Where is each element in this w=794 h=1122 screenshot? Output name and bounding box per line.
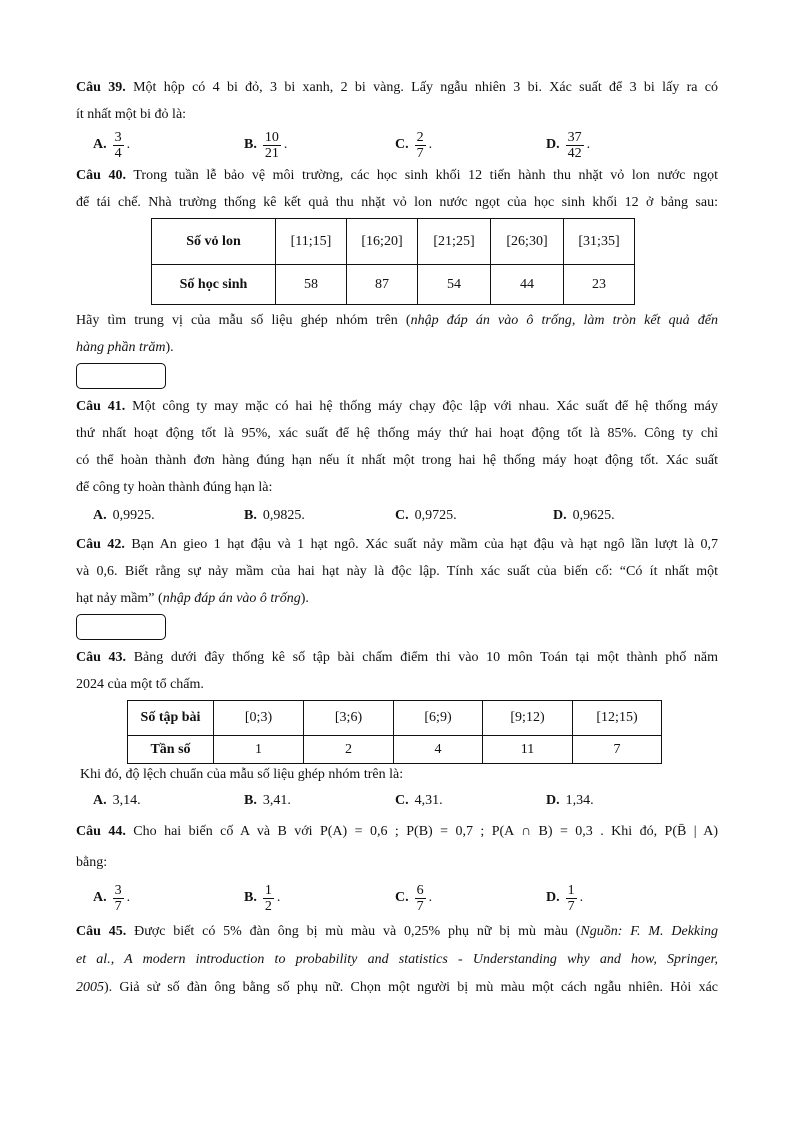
- q43-interval-5: [12;15): [573, 701, 662, 736]
- q41-line-3: có thể hoàn thành đơn hàng đúng hạn nếu ít nhất một trong hai hệ thống máy hoạt động tốt. Xác suất: [76, 453, 718, 468]
- q42-line-1: Câu 42. Bạn An gieo 1 hạt đậu và 1 hạt ngô. Xác suất nảy mầm của hạt đậu và hạt ngô lần lượt là 0,7: [76, 537, 719, 552]
- q41-option-b: B. 0,9825.: [244, 508, 305, 523]
- q40-prompt-line-1: Hãy tìm trung vị của mẫu số liệu ghép nhóm trên (nhập đáp án vào ô trống, làm tròn kết quả đến: [76, 313, 718, 328]
- q40-interval-2: [16;20]: [347, 219, 418, 265]
- q43-line-1: Câu 43. Bảng dưới đây thống kê số tập bài chấm điểm thi vào 10 môn Toán tại một thành phố năm: [76, 650, 719, 665]
- q39-option-d: D. $\frac{37}{42}$ .: [546, 129, 591, 161]
- q40-interval-4: [26;30]: [491, 219, 564, 265]
- q41-option-a: A. 0,9925.: [93, 508, 155, 523]
- q44-options: [76, 878, 718, 918]
- q40-table: [151, 218, 635, 305]
- q39-label: Câu 39.: [76, 80, 126, 95]
- q43-count-3: 4: [394, 736, 483, 764]
- q39-line-1: [76, 74, 718, 101]
- q43-count-2: 2: [304, 736, 394, 764]
- q40-label: Câu 40.: [76, 168, 126, 183]
- fraction: $\frac{37}{42}$: [567, 129, 582, 161]
- exam-page: [76, 74, 718, 1002]
- q42-answer-box[interactable]: [76, 614, 166, 640]
- q40-count-3: 54: [418, 265, 491, 305]
- q43-interval-3: [6;9): [394, 701, 483, 736]
- q40-interval-1: [11;15]: [276, 219, 347, 265]
- q43-line-2: 2024 của một tổ chấm.: [76, 677, 204, 692]
- q39-line-2: ít nhất một bi đỏ là:: [76, 107, 187, 122]
- q40-count-2: 87: [347, 265, 418, 305]
- q40-count-5: 23: [564, 265, 635, 305]
- q45-line-2: et al., A modern introduction to probability and statistics - Understanding why and how, Springer,: [76, 952, 718, 967]
- q41-option-d: D. 0,9625.: [553, 508, 615, 523]
- q43-option-c: C. 4,31.: [395, 793, 443, 808]
- q44-option-c: C. $\frac{6}{7}$ .: [395, 882, 433, 914]
- q43-count-4: 11: [483, 736, 573, 764]
- q40-prompt-line-2: hàng phần trăm).: [76, 340, 174, 355]
- q45-line-3: 2005). Giả sử số đàn ông bằng số phụ nữ. Chọn một người bị mù màu một cách ngẫu nhiên. Hỏi xác: [76, 980, 718, 995]
- q41-line-4: để công ty hoàn thành đúng hạn là:: [76, 480, 273, 495]
- q41-line-2: thứ nhất hoạt động tốt là 95%, xác suất để hệ thống máy thứ hai hoạt động tốt là 85%. Công ty chỉ: [76, 426, 718, 441]
- q43-count-1: 1: [214, 736, 304, 764]
- q43-option-b: B. 3,41.: [244, 793, 291, 808]
- q42-line-3: hạt nảy mầm” (nhập đáp án vào ô trống).: [76, 591, 309, 606]
- q43-interval-4: [9;12): [483, 701, 573, 736]
- q43-option-a: A. 3,14.: [93, 793, 141, 808]
- table-row: [128, 701, 662, 736]
- q39-text-1: Một hộp có 4 bi đỏ, 3 bi xanh, 2 bi vàng. Lấy ngẫu nhiên 3 bi. Xác suất để 3 bi lấy ra có: [133, 80, 719, 95]
- fraction: $\frac{1}{2}$: [264, 882, 272, 914]
- q43-options: [76, 786, 718, 816]
- q43-table: [127, 700, 662, 764]
- q43-interval-1: [0;3): [214, 701, 304, 736]
- q40-interval-5: [31;35]: [564, 219, 635, 265]
- q45-line-1: Câu 45. Được biết có 5% đàn ông bị mù màu và 0,25% phụ nữ bị mù màu (Nguồn: F. M. Dekking: [76, 924, 719, 939]
- fraction: $\frac{6}{7}$: [416, 882, 424, 914]
- q40-line-2: để tái chế. Nhà trường thống kê kết quả thu nhặt vỏ lon nước ngọt của học sinh khối 12 ở bảng sau:: [76, 195, 718, 210]
- q41-line-1: Câu 41. Một công ty may mặc có hai hệ thống máy chạy độc lập với nhau. Xác suất để hệ thống máy: [76, 399, 719, 414]
- q40-row2-header: Số học sinh: [152, 265, 276, 305]
- q43-label: Câu 43.: [76, 650, 127, 665]
- q44-line-1: Câu 44. Cho hai biến cố A và B với P(A) = 0,6 ; P(B) = 0,7 ; P(A ∩ B) = 0,3 . Khi đó, P(B̄ | A): [76, 824, 719, 839]
- q39-option-b: B. $\frac{10}{21}$ .: [244, 129, 288, 161]
- q45-label: Câu 45.: [76, 924, 127, 939]
- q39-option-c: C. $\frac{2}{7}$ .: [395, 129, 433, 161]
- fraction: $\frac{3}{4}$: [114, 129, 122, 161]
- q40-count-1: 58: [276, 265, 347, 305]
- q43-option-d: D. 1,34.: [546, 793, 594, 808]
- table-row: [152, 265, 635, 305]
- q44-line-2: bằng:: [76, 855, 108, 870]
- q41-label: Câu 41.: [76, 399, 126, 414]
- q43-count-5: 7: [573, 736, 662, 764]
- table-row: [128, 736, 662, 764]
- fraction: $\frac{10}{21}$: [264, 129, 279, 161]
- fraction: $\frac{2}{7}$: [416, 129, 424, 161]
- q44-option-d: D. $\frac{1}{7}$ .: [546, 882, 584, 914]
- q39-option-a: A. $\frac{3}{4}$ .: [93, 129, 131, 161]
- q41-options: [76, 501, 718, 531]
- q40-answer-box[interactable]: [76, 363, 166, 389]
- q40-count-4: 44: [491, 265, 564, 305]
- q40-line-1: Câu 40. Trong tuần lễ bảo vệ môi trường, các học sinh khối 12 tiến hành thu nhặt vỏ lon nước ngọt: [76, 168, 719, 183]
- q44-option-b: B. $\frac{1}{2}$ .: [244, 882, 281, 914]
- q43-row1-header: Số tập bài: [128, 701, 214, 736]
- q43-interval-2: [3;6): [304, 701, 394, 736]
- q44-label: Câu 44.: [76, 824, 126, 839]
- q41-option-c: C. 0,9725.: [395, 508, 457, 523]
- fraction: $\frac{1}{7}$: [567, 882, 575, 914]
- q40-row1-header: Số vỏ lon: [152, 219, 276, 265]
- q43-line-3: Khi đó, độ lệch chuẩn của mẫu số liệu ghép nhóm trên là:: [80, 767, 404, 782]
- q42-label: Câu 42.: [76, 537, 125, 552]
- q40-interval-3: [21;25]: [418, 219, 491, 265]
- table-row: [152, 219, 635, 265]
- q42-line-2: và 0,6. Biết rằng sự nảy mầm của hai hạt này là độc lập. Tính xác suất của biến cố: “Có ít nhất một: [76, 564, 718, 579]
- fraction: $\frac{3}{7}$: [114, 882, 122, 914]
- q43-row2-header: Tần số: [128, 736, 214, 764]
- q44-option-a: A. $\frac{3}{7}$ .: [93, 882, 131, 914]
- q39-options: [76, 128, 718, 162]
